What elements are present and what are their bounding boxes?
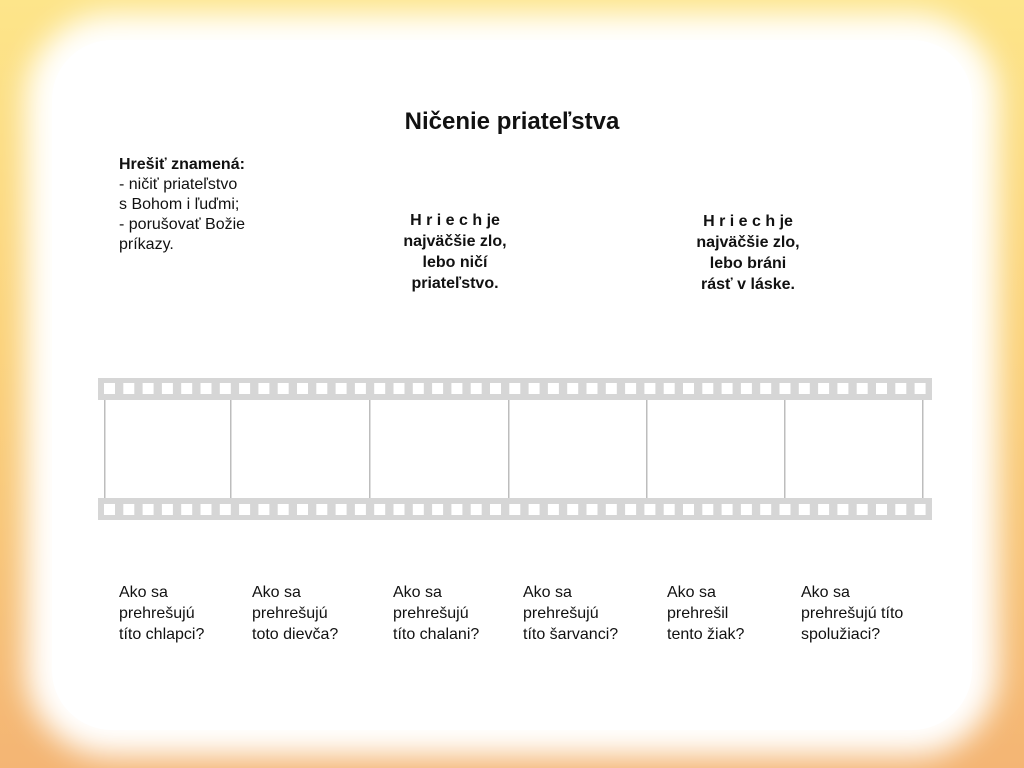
sprocket-hole: [587, 504, 598, 515]
callout-destroys-friendship: [380, 210, 530, 294]
film-frame-divider: [230, 400, 232, 498]
film-inner-line: [98, 498, 932, 500]
sprocket-hole: [316, 504, 327, 515]
sprocket-hole: [799, 383, 810, 394]
sprocket-hole: [702, 383, 713, 394]
caption-line: Ako sa: [801, 584, 850, 601]
slide-title: Ničenie priateľstva: [404, 108, 620, 135]
sprocket-hole: [181, 383, 192, 394]
film-inner-line: [98, 398, 932, 400]
caption-line: spolužiaci?: [801, 626, 881, 643]
sprocket-hole: [143, 383, 154, 394]
sprocket-hole: [374, 504, 385, 515]
sprocket-hole: [104, 504, 115, 515]
caption-line: Ako sa: [252, 584, 301, 601]
sprocket-hole: [625, 504, 636, 515]
sprocket-hole: [374, 383, 385, 394]
callout-prevents-growth: [673, 211, 823, 295]
callout-line: najväčšie zlo,: [696, 234, 800, 251]
caption-line: tento žiak?: [667, 626, 745, 643]
caption-line: Ako sa: [523, 584, 572, 601]
sprocket-hole: [664, 383, 675, 394]
film-frame-divider: [646, 400, 648, 498]
sprocket-hole: [625, 383, 636, 394]
sprocket-hole: [644, 504, 655, 515]
film-frame-divider: [369, 400, 371, 498]
sprocket-hole: [394, 504, 405, 515]
sprocket-hole: [336, 383, 347, 394]
caption-frame-5: [667, 582, 744, 645]
sprocket-hole: [297, 383, 308, 394]
sprocket-hole: [316, 383, 327, 394]
sprocket-hole: [490, 504, 501, 515]
caption-line: prehrešujú: [252, 605, 328, 622]
sprocket-hole: [201, 383, 212, 394]
intro-line: s Bohom i ľuďmi;: [119, 196, 240, 213]
caption-line: prehrešujú: [523, 605, 599, 622]
intro-line: - ničiť priateľstvo: [119, 176, 238, 193]
caption-frame-4: [523, 582, 618, 645]
sprocket-hole: [644, 383, 655, 394]
sprocket-hole: [220, 383, 231, 394]
sprocket-hole: [451, 383, 462, 394]
caption-line: prehrešujú títo: [801, 605, 904, 622]
caption-line: prehrešujú: [119, 605, 195, 622]
sprocket-hole: [683, 504, 694, 515]
sprocket-hole: [201, 504, 212, 515]
caption-frame-6: [801, 582, 903, 645]
caption-line: Ako sa: [119, 584, 168, 601]
sprocket-hole: [355, 383, 366, 394]
film-frame-divider: [104, 400, 106, 498]
sprocket-hole: [413, 383, 424, 394]
sprocket-hole: [278, 383, 289, 394]
callout-line: najväčšie zlo,: [403, 233, 507, 250]
sprocket-hole: [471, 383, 482, 394]
film-frame-divider: [922, 400, 924, 498]
sprocket-hole: [355, 504, 366, 515]
caption-line: títo šarvanci?: [523, 626, 619, 643]
callout-line: priateľstvo.: [411, 275, 499, 292]
sprocket-hole: [509, 383, 520, 394]
intro-text: [119, 155, 279, 255]
sprocket-hole: [336, 504, 347, 515]
sprocket-hole: [799, 504, 810, 515]
sprocket-hole: [587, 383, 598, 394]
sprocket-hole: [683, 383, 694, 394]
caption-frame-1: [119, 582, 204, 645]
sprocket-hole: [297, 504, 308, 515]
sprocket-hole: [143, 504, 154, 515]
sprocket-hole: [837, 504, 848, 515]
intro-line: - porušovať Božie: [119, 216, 246, 233]
sprocket-hole: [490, 383, 501, 394]
caption-line: Ako sa: [667, 584, 716, 601]
sprocket-hole: [915, 383, 926, 394]
sprocket-hole: [104, 383, 115, 394]
sprocket-hole: [471, 504, 482, 515]
sprocket-hole: [432, 383, 443, 394]
callout-line: rásť v láske.: [701, 276, 795, 293]
sprocket-hole: [857, 383, 868, 394]
caption-frame-3: [393, 582, 479, 645]
sprocket-hole: [722, 504, 733, 515]
sprocket-hole: [606, 383, 617, 394]
caption-line: Ako sa: [393, 584, 442, 601]
sprocket-hole: [239, 383, 250, 394]
sprocket-hole: [818, 504, 829, 515]
sprocket-hole: [548, 383, 559, 394]
sprocket-hole: [895, 504, 906, 515]
film-frame-divider: [508, 400, 510, 498]
sprocket-hole: [567, 383, 578, 394]
sprocket-hole: [413, 504, 424, 515]
caption-line: prehrešil: [667, 605, 729, 622]
sprocket-hole: [780, 504, 791, 515]
sprocket-hole: [857, 504, 868, 515]
intro-heading: Hrešiť znamená:: [119, 156, 245, 173]
sprocket-hole: [876, 504, 887, 515]
sprocket-hole: [567, 504, 578, 515]
sprocket-hole: [702, 504, 713, 515]
sprocket-hole: [760, 383, 771, 394]
sprocket-hole: [664, 504, 675, 515]
caption-frame-2: [252, 582, 338, 645]
sprocket-hole: [818, 383, 829, 394]
callout-line: lebo ničí: [422, 254, 488, 271]
film-strip: [98, 378, 932, 520]
sprocket-hole: [722, 383, 733, 394]
sprocket-hole: [162, 383, 173, 394]
film-frame-divider: [784, 400, 786, 498]
sprocket-hole: [123, 383, 134, 394]
sprocket-hole: [741, 504, 752, 515]
caption-line: títo chlapci?: [119, 626, 205, 643]
callout-line: H r i e c h je: [703, 213, 793, 230]
sprocket-hole: [529, 504, 540, 515]
sprocket-hole: [258, 383, 269, 394]
sprocket-hole: [895, 383, 906, 394]
callout-line: lebo bráni: [709, 255, 787, 272]
sprocket-hole: [760, 504, 771, 515]
sprocket-hole: [432, 504, 443, 515]
sprocket-hole: [741, 383, 752, 394]
sprocket-hole: [837, 383, 848, 394]
sprocket-hole: [876, 383, 887, 394]
sprocket-hole: [239, 504, 250, 515]
caption-line: toto dievča?: [252, 626, 339, 643]
intro-line: príkazy.: [119, 236, 174, 253]
sprocket-hole: [220, 504, 231, 515]
sprocket-hole: [394, 383, 405, 394]
sprocket-hole: [123, 504, 134, 515]
sprocket-hole: [780, 383, 791, 394]
sprocket-hole: [258, 504, 269, 515]
sprocket-hole: [915, 504, 926, 515]
sprocket-hole: [181, 504, 192, 515]
sprocket-hole: [606, 504, 617, 515]
sprocket-hole: [162, 504, 173, 515]
sprocket-hole: [548, 504, 559, 515]
callout-line: H r i e c h je: [410, 212, 500, 229]
sprocket-hole: [278, 504, 289, 515]
sprocket-hole: [451, 504, 462, 515]
caption-line: títo chalani?: [393, 626, 480, 643]
sprocket-hole: [509, 504, 520, 515]
sprocket-hole: [529, 383, 540, 394]
caption-line: prehrešujú: [393, 605, 469, 622]
film-strip-graphic: [98, 378, 932, 520]
